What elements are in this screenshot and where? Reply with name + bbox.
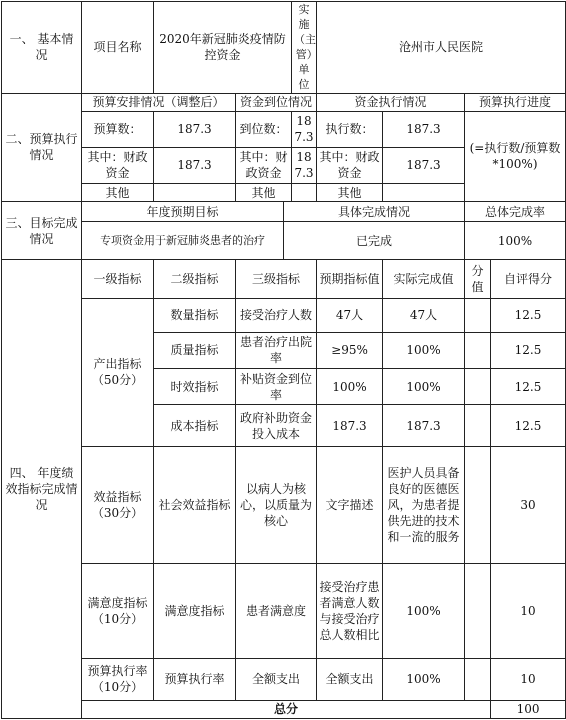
- execution-actual: 100%: [383, 658, 465, 700]
- satisfaction-level3: 患者满意度: [236, 564, 317, 659]
- received-other-value: [292, 183, 317, 201]
- satisfaction-self-score: 10: [491, 564, 566, 659]
- benefit-expected: 文字描述: [317, 447, 383, 564]
- table-row-level3: 患者治疗出院率: [236, 332, 317, 368]
- annual-goal-value: 专项资金用于新冠肺炎患者的治疗: [82, 222, 284, 260]
- benefit-actual: 医护人员具备良好的医德医风，为患者提供先进的技术和一流的服务: [383, 447, 465, 564]
- table-row-level3: 政府补助资金投入成本: [236, 405, 317, 447]
- completion-status-value: 已完成: [284, 222, 465, 260]
- total-score-value: 100: [491, 700, 566, 718]
- self-score-header: 自评得分: [491, 260, 566, 298]
- benefit-self-score: 30: [491, 447, 566, 564]
- table-row-actual: 100%: [383, 368, 465, 404]
- executed-other-label: 其他: [317, 183, 383, 201]
- execution-level2: 预算执行率: [154, 658, 236, 700]
- benefit-score: [465, 447, 491, 564]
- table-row-score: [465, 405, 491, 447]
- executed-finance-value: 187.3: [383, 147, 465, 183]
- section4-label: 四、 年度绩效指标完成情况: [2, 260, 82, 719]
- table-row-level2: 成本指标: [154, 405, 236, 447]
- table-row-self-score: 12.5: [491, 298, 566, 332]
- budget-other-value: [154, 183, 236, 201]
- performance-evaluation-form: [1, 1, 565, 719]
- benefit-level2: 社会效益指标: [154, 447, 236, 564]
- completion-status-header: 具体完成情况: [284, 202, 465, 222]
- table-row-expected: 100%: [317, 368, 383, 404]
- evaluation-table: [1, 1, 566, 719]
- implementing-unit-label: 实施（主管）单位: [292, 2, 317, 94]
- table-row-score: [465, 332, 491, 368]
- benefit-level3: 以病人为核心，以质量为核心: [236, 447, 317, 564]
- satisfaction-expected: 接受治疗患者满意人数与接受治疗总人数相比: [317, 564, 383, 659]
- execution-score: [465, 658, 491, 700]
- satisfaction-indicator-group: 满意度指标（10分）: [82, 564, 154, 659]
- section2-label: 二、预算执行情况: [2, 93, 82, 202]
- received-finance-value: 187.3: [292, 147, 317, 183]
- budget-other-label: 其他: [82, 183, 154, 201]
- level2-header: 二级指标: [154, 260, 236, 298]
- implementing-unit-value: 沧州市人民医院: [317, 2, 566, 94]
- table-row-score: [465, 368, 491, 404]
- table-row-expected: ≥95%: [317, 332, 383, 368]
- funds-executed-header: 资金执行情况: [317, 93, 465, 111]
- budget-finance-label: 其中：财政资金: [82, 147, 154, 183]
- table-row-score: [465, 298, 491, 332]
- total-score-label: 总分: [82, 700, 491, 718]
- received-other-label: 其他: [236, 183, 292, 201]
- expected-value-header: 预期指标值: [317, 260, 383, 298]
- table-row-level2: 质量指标: [154, 332, 236, 368]
- table-row-actual: 47人: [383, 298, 465, 332]
- satisfaction-score: [465, 564, 491, 659]
- table-row-level3: 接受治疗人数: [236, 298, 317, 332]
- table-row-actual: 100%: [383, 332, 465, 368]
- score-header: 分值: [465, 260, 491, 298]
- table-row-self-score: 12.5: [491, 368, 566, 404]
- benefit-indicator-group: 效益指标（30分）: [82, 447, 154, 564]
- execution-progress-formula: (=执行数/预算数*100%): [465, 111, 566, 201]
- project-name-label: 项目名称: [82, 2, 154, 94]
- completion-rate-value: 100%: [465, 222, 566, 260]
- execution-level3: 全额支出: [236, 658, 317, 700]
- level3-header: 三级指标: [236, 260, 317, 298]
- execution-self-score: 10: [491, 658, 566, 700]
- received-amount-label: 到位数：: [236, 111, 292, 147]
- executed-finance-label: 其中：财政资金: [317, 147, 383, 183]
- section1-label: 一、 基本情况: [2, 2, 82, 94]
- funds-received-header: 资金到位情况: [236, 93, 317, 111]
- section3-label: 三、目标完成情况: [2, 202, 82, 260]
- table-row-self-score: 12.5: [491, 405, 566, 447]
- satisfaction-level2: 满意度指标: [154, 564, 236, 659]
- output-indicator-group: 产出指标（50分）: [82, 298, 154, 447]
- completion-rate-header: 总体完成率: [465, 202, 566, 222]
- table-row-level3: 补贴资金到位率: [236, 368, 317, 404]
- table-row-actual: 187.3: [383, 405, 465, 447]
- project-name-value: 2020年新冠肺炎疫情防控资金: [154, 2, 292, 94]
- table-row-expected: 47人: [317, 298, 383, 332]
- satisfaction-actual: 100%: [383, 564, 465, 659]
- table-row-self-score: 12.5: [491, 332, 566, 368]
- table-row-expected: 187.3: [317, 405, 383, 447]
- table-row-level2: 时效指标: [154, 368, 236, 404]
- execution-expected: 全额支出: [317, 658, 383, 700]
- execution-progress-header: 预算执行进度: [465, 93, 566, 111]
- budget-finance-value: 187.3: [154, 147, 236, 183]
- received-finance-label: 其中：财政资金: [236, 147, 292, 183]
- table-row-level2: 数量指标: [154, 298, 236, 332]
- executed-amount-label: 执行数：: [317, 111, 383, 147]
- annual-goal-header: 年度预期目标: [82, 202, 284, 222]
- level1-header: 一级指标: [82, 260, 154, 298]
- execution-indicator-group: 预算执行率（10分）: [82, 658, 154, 700]
- actual-value-header: 实际完成值: [383, 260, 465, 298]
- budget-amount-label: 预算数：: [82, 111, 154, 147]
- budget-arrangement-header: 预算安排情况（调整后）: [82, 93, 236, 111]
- received-amount-value: 187.3: [292, 111, 317, 147]
- executed-other-value: [383, 183, 465, 201]
- executed-amount-value: 187.3: [383, 111, 465, 147]
- budget-amount-value: 187.3: [154, 111, 236, 147]
